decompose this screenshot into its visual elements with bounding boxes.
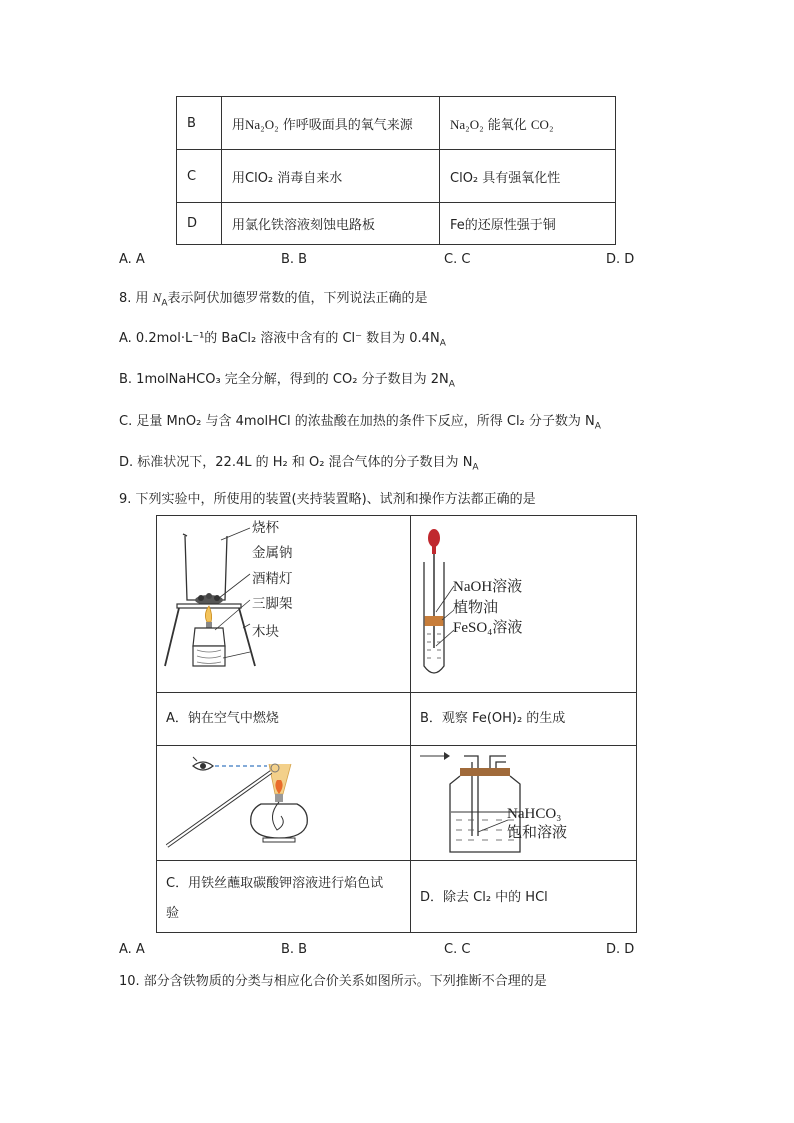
table-row <box>177 203 616 245</box>
grid-divider <box>410 515 411 933</box>
formula: Na₂O₂ <box>245 116 279 132</box>
subscript: A <box>439 338 446 349</box>
option-text: C. 足量 MnO₂ 与含 4molHCl 的浓盐酸在加热的条件下反应，所得 Cl₂ 分子数为 N <box>119 414 595 429</box>
application-cell: 用氯化铁溶液刻蚀电路板 <box>222 203 440 245</box>
option-letter: B <box>177 97 222 150</box>
option-b[interactable]: B. B <box>281 942 308 957</box>
grid-divider <box>156 860 637 861</box>
explanation-cell <box>440 97 616 150</box>
option-text: B. 1molNaHCO₃ 完全分解，得到的 CO₂ 分子数目为 2N <box>119 372 449 387</box>
question10-stem: 10. 部分含铁物质的分类与相应化合价关系如图所示。下列推断不合理的是 <box>119 974 547 989</box>
option-letter: C <box>177 150 222 203</box>
subscript: A <box>594 421 601 432</box>
option-c-caption[interactable]: C．用铁丝蘸取碳酸钾溶液进行焰色试 <box>166 876 384 891</box>
q8-option-d[interactable] <box>119 455 479 476</box>
gas-washing-bottle-figure <box>412 746 636 859</box>
q8-option-a[interactable] <box>119 331 446 352</box>
cell-text: 具有强氧化性 <box>478 170 561 186</box>
stem-text: 表示阿伏加德罗常数的值，下列说法正确的是 <box>167 291 428 306</box>
application-cell <box>222 150 440 203</box>
option-text: D. 标准状况下，22.4L 的 H₂ 和 O₂ 混合气体的分子数目为 N <box>119 455 473 470</box>
formula: Na₂O₂ <box>450 116 484 132</box>
option-d[interactable]: D. D <box>606 942 635 957</box>
cell-text: 能氧化 <box>483 117 531 133</box>
figure-label: 酒精灯 <box>252 571 293 587</box>
option-b-caption[interactable]: B．观察 Fe(OH)₂ 的生成 <box>420 711 566 726</box>
option-c[interactable]: C. C <box>444 252 471 267</box>
figure-label: FeSO₄溶液 <box>453 620 523 636</box>
option-d[interactable]: D. D <box>606 252 635 267</box>
q8-option-c[interactable] <box>119 414 601 435</box>
figure-label: 三脚架 <box>252 596 293 612</box>
option-letter: D <box>177 203 222 245</box>
table-row <box>177 150 616 203</box>
question8-stem <box>119 290 428 312</box>
formula: ClO₂ <box>450 170 479 186</box>
figure-label: NaHCO₃ <box>507 806 562 822</box>
figure-label: 烧杯 <box>252 520 279 536</box>
subscript: A <box>448 379 455 390</box>
flame-test-figure <box>157 746 409 859</box>
option-a-caption[interactable]: A．钠在空气中燃烧 <box>166 711 279 726</box>
figure-label: 饱和溶液 <box>507 825 568 841</box>
option-c-caption-continued[interactable]: 验 <box>166 906 180 921</box>
figure-label: 植物油 <box>453 600 499 616</box>
grid-divider <box>156 692 637 693</box>
question9-stem: 9. 下列实验中，所使用的装置(夹持装置略)、试剂和操作方法都正确的是 <box>119 492 536 507</box>
explanation-cell <box>440 150 616 203</box>
figure-label: 木块 <box>252 624 279 640</box>
option-b[interactable]: B. B <box>281 252 308 267</box>
q8-option-b[interactable] <box>119 372 455 393</box>
option-a[interactable]: A. A <box>119 252 145 267</box>
option-text: A. 0.2mol·L⁻¹的 BaCl₂ 溶液中含有的 Cl⁻ 数目为 0.4N <box>119 331 440 346</box>
stem-text: 8. 用 <box>119 291 153 306</box>
avogadro-symbol: N <box>152 290 162 305</box>
formula: ClO₂ <box>245 170 274 186</box>
option-d-caption[interactable]: D．除去 Cl₂ 中的 HCl <box>420 890 548 905</box>
table-row <box>177 97 616 150</box>
cell-text: 作呼吸面具的氧气来源 <box>278 117 413 133</box>
explanation-cell: Fe的还原性强于铜 <box>440 203 616 245</box>
ferrous-hydroxide-test-tube-figure <box>412 516 636 691</box>
cell-text: 用 <box>232 170 246 186</box>
figure-label: 金属钠 <box>252 545 293 561</box>
question7-table <box>176 96 616 245</box>
figure-label: NaOH溶液 <box>453 579 523 595</box>
option-a[interactable]: A. A <box>119 942 145 957</box>
formula: CO₂ <box>530 116 554 132</box>
cell-text: 消毒自来水 <box>273 170 343 186</box>
option-c[interactable]: C. C <box>444 942 471 957</box>
subscript: A <box>161 298 168 309</box>
subscript: A <box>472 462 479 473</box>
cell-text: 用 <box>232 117 246 133</box>
application-cell <box>222 97 440 150</box>
